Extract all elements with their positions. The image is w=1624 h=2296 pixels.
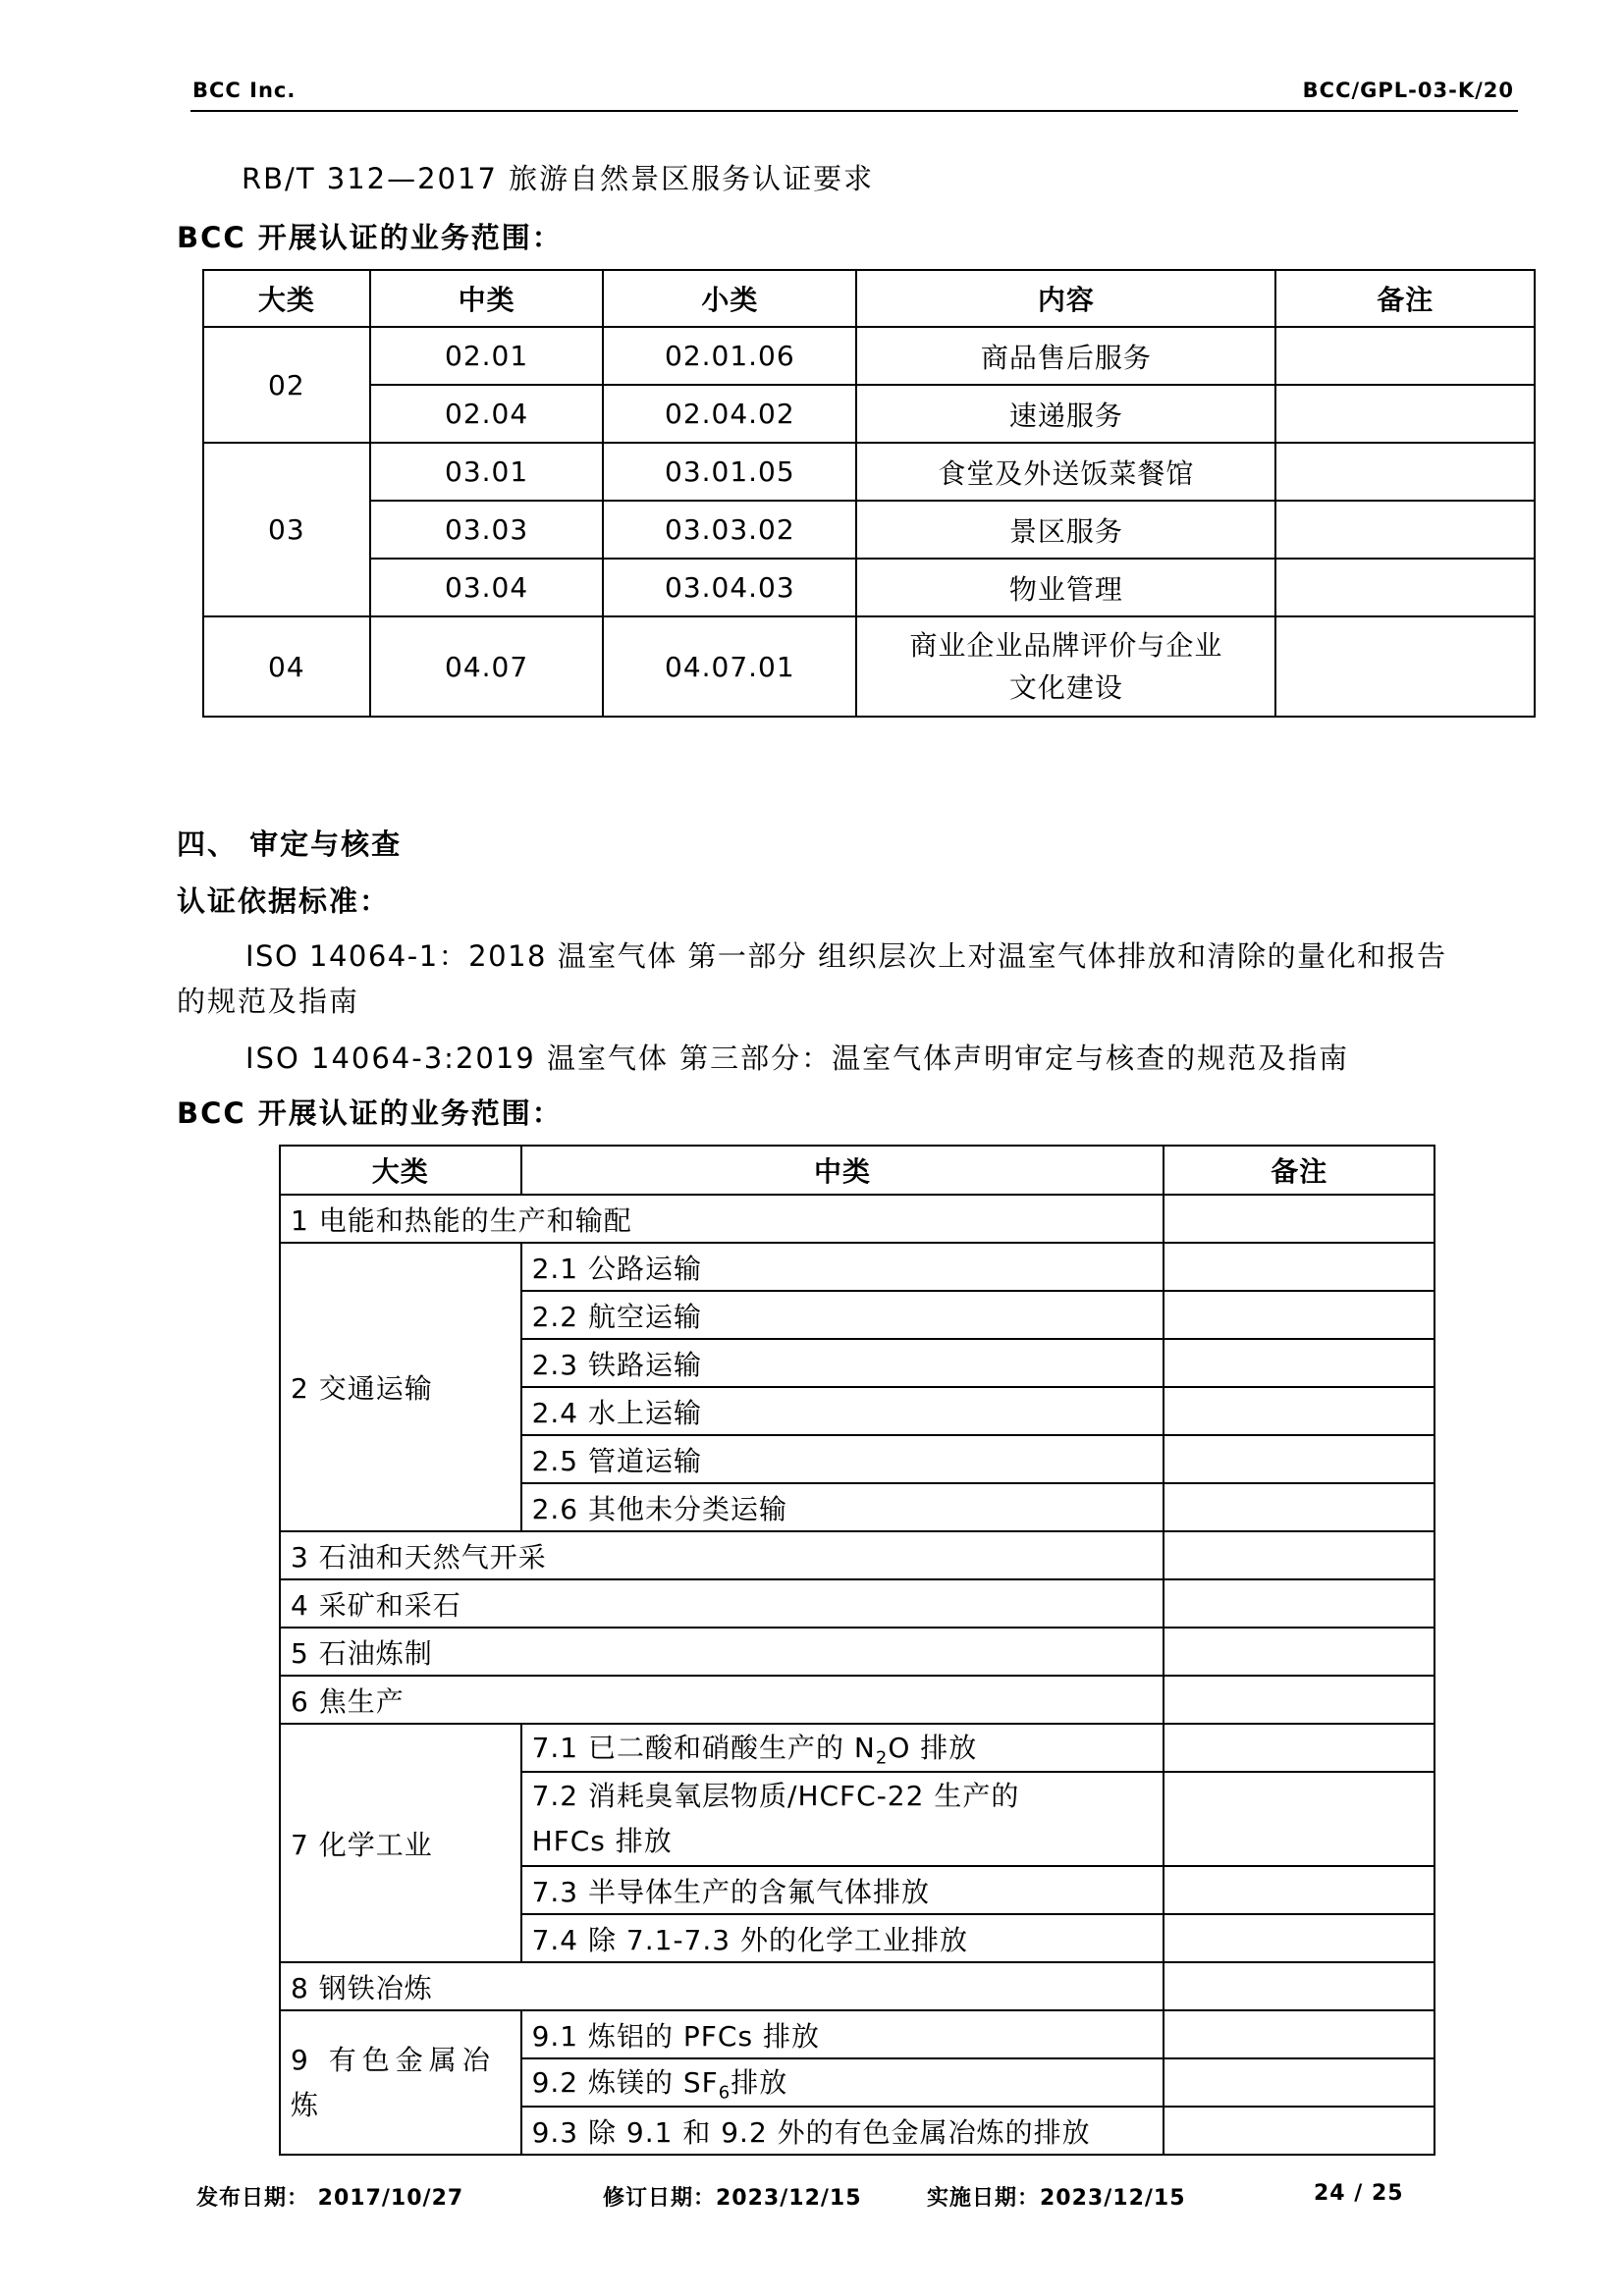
content-cell: 物业管理	[856, 559, 1275, 616]
table-row	[280, 1579, 1435, 1628]
header-company: BCC Inc.	[192, 79, 297, 102]
major-cell: 03	[203, 443, 370, 616]
category-cell: 1 电能和热能的生产和输配	[280, 1195, 1164, 1243]
table-row	[280, 1531, 1435, 1579]
standard-line: ISO 14064-3:2019 温室气体 第三部分：温室气体声明审定与核查的规范及指南	[245, 1041, 1350, 1075]
major-line: 炼	[291, 2088, 325, 2121]
major-cell: 2 交通运输	[280, 1243, 521, 1531]
col-major: 大类	[203, 270, 370, 327]
content-cell: 商品售后服务	[856, 327, 1275, 385]
remark-cell	[1275, 501, 1535, 559]
mid-cell: 03.03	[370, 501, 604, 559]
mid-cell: 2.4 水上运输	[521, 1387, 1164, 1435]
content-cell: 食堂及外送饭菜餐馆	[856, 443, 1275, 501]
table-row	[203, 385, 1535, 443]
standard-line: ISO 14064-1：2018 温室气体 第一部分 组织层次上对温室气体排放和清除的量化和报告	[245, 939, 1447, 973]
remark-cell	[1164, 2107, 1435, 2155]
table-row	[280, 1195, 1435, 1243]
header-doc-code: BCC/GPL-03-K/20	[1302, 79, 1514, 102]
scope-table-2	[279, 1145, 1435, 2156]
remark-cell	[1164, 1435, 1435, 1483]
footer-revision-date: 修订日期：2023/12/15	[603, 2186, 862, 2211]
remark-cell	[1164, 1195, 1435, 1243]
mid-cell: 03.04	[370, 559, 604, 616]
col-minor: 小类	[603, 270, 856, 327]
remark-cell	[1164, 1914, 1435, 1962]
category-cell: 3 石油和天然气开采	[280, 1531, 1164, 1579]
mid-line: HFCs 排放	[531, 1825, 673, 1857]
mid-line: 7.2 消耗臭氧层物质/HCFC-22 生产的	[531, 1780, 1020, 1812]
content-cell: 景区服务	[856, 501, 1275, 559]
table-row	[203, 327, 1535, 385]
remark-cell	[1275, 327, 1535, 385]
table-row	[280, 1676, 1435, 1724]
major-cell: 7 化学工业	[280, 1724, 521, 1962]
table-row	[203, 616, 1535, 717]
mid-cell: 7.3 半导体生产的含氟气体排放	[521, 1866, 1164, 1914]
mid-cell: 9.1 炼铝的 PFCs 排放	[521, 2010, 1164, 2058]
remark-cell	[1164, 1962, 1435, 2010]
table-row	[280, 1724, 1435, 1772]
category-cell: 8 钢铁冶炼	[280, 1962, 1164, 2010]
category-cell: 6 焦生产	[280, 1676, 1164, 1724]
mid-cell: 2.3 铁路运输	[521, 1339, 1164, 1387]
remark-cell	[1164, 1579, 1435, 1628]
col-mid: 中类	[370, 270, 604, 327]
mid-cell: 9.3 除 9.1 和 9.2 外的有色金属冶炼的排放	[521, 2107, 1164, 2155]
remark-cell	[1164, 1866, 1435, 1914]
remark-cell	[1164, 1628, 1435, 1676]
standard-line-cont: 的规范及指南	[177, 985, 360, 1018]
subscript: 2	[875, 1747, 889, 1769]
mid-cell	[521, 1772, 1164, 1866]
table-row	[280, 1243, 1435, 1291]
remark-cell	[1164, 1724, 1435, 1772]
mid-cell: 7.4 除 7.1-7.3 外的化学工业排放	[521, 1914, 1164, 1962]
category-cell: 5 石油炼制	[280, 1628, 1164, 1676]
content-cell: 速递服务	[856, 385, 1275, 443]
col-content: 内容	[856, 270, 1275, 327]
table-row	[280, 2010, 1435, 2058]
mid-cell: 2.6 其他未分类运输	[521, 1483, 1164, 1531]
major-line: 9 有色金属冶	[291, 2043, 496, 2076]
mid-cell: 2.5 管道运输	[521, 1435, 1164, 1483]
mid-text: O 排放	[888, 1732, 978, 1765]
remark-cell	[1275, 443, 1535, 501]
col-remark: 备注	[1164, 1146, 1435, 1195]
mid-cell: 03.01	[370, 443, 604, 501]
minor-cell: 04.07.01	[603, 616, 856, 717]
footer-page-number: 24 / 25	[1314, 2181, 1404, 2206]
remark-cell	[1164, 2010, 1435, 2058]
minor-cell: 02.01.06	[603, 327, 856, 385]
scope-table-1	[202, 269, 1536, 718]
col-remark: 备注	[1275, 270, 1535, 327]
minor-cell: 03.01.05	[603, 443, 856, 501]
remark-cell	[1164, 1387, 1435, 1435]
footer-implement-date: 实施日期：2023/12/15	[927, 2186, 1186, 2211]
category-cell: 4 采矿和采石	[280, 1579, 1164, 1628]
section-title: 四、 审定与核查	[177, 828, 403, 861]
remark-cell	[1164, 2058, 1435, 2107]
col-mid: 中类	[521, 1146, 1164, 1195]
remark-cell	[1164, 1339, 1435, 1387]
remark-cell	[1164, 1676, 1435, 1724]
minor-cell: 03.04.03	[603, 559, 856, 616]
remark-cell	[1275, 616, 1535, 717]
footer-issue-date: 发布日期： 2017/10/27	[196, 2186, 464, 2211]
mid-cell	[521, 1724, 1164, 1772]
remark-cell	[1164, 1243, 1435, 1291]
remark-cell	[1164, 1483, 1435, 1531]
basis-heading: 认证依据标准：	[177, 884, 391, 918]
content-line: 商业企业品牌评价与企业	[909, 629, 1223, 662]
remark-cell	[1275, 385, 1535, 443]
major-cell	[280, 2010, 521, 2155]
content-cell	[856, 616, 1275, 717]
standard-line: RB/T 312—2017 旅游自然景区服务认证要求	[242, 162, 875, 195]
mid-text: 9.2 炼镁的 SF	[531, 2066, 719, 2100]
remark-cell	[1164, 1772, 1435, 1866]
table-header-row	[203, 270, 1535, 327]
scope-heading: BCC 开展认证的业务范围：	[177, 1096, 563, 1130]
remark-cell	[1164, 1531, 1435, 1579]
table-row	[203, 501, 1535, 559]
mid-text: 排放	[731, 2066, 788, 2100]
major-cell: 04	[203, 616, 370, 717]
header-divider	[190, 110, 1518, 112]
table-row	[280, 1962, 1435, 2010]
table-row	[203, 559, 1535, 616]
subscript: 6	[718, 2082, 731, 2104]
minor-cell: 03.03.02	[603, 501, 856, 559]
mid-text: 7.1 已二酸和硝酸生产的 N	[531, 1732, 876, 1765]
mid-cell: 02.04	[370, 385, 604, 443]
table-row	[280, 1628, 1435, 1676]
col-major: 大类	[280, 1146, 521, 1195]
remark-cell	[1164, 1291, 1435, 1339]
mid-cell: 2.1 公路运输	[521, 1243, 1164, 1291]
mid-cell: 04.07	[370, 616, 604, 717]
major-cell: 02	[203, 327, 370, 443]
table-row	[203, 443, 1535, 501]
minor-cell: 02.04.02	[603, 385, 856, 443]
mid-cell: 02.01	[370, 327, 604, 385]
mid-cell	[521, 2058, 1164, 2107]
table-header-row	[280, 1146, 1435, 1195]
scope-heading: BCC 开展认证的业务范围：	[177, 221, 563, 254]
mid-cell: 2.2 航空运输	[521, 1291, 1164, 1339]
content-line: 文化建设	[1008, 671, 1123, 704]
remark-cell	[1275, 559, 1535, 616]
